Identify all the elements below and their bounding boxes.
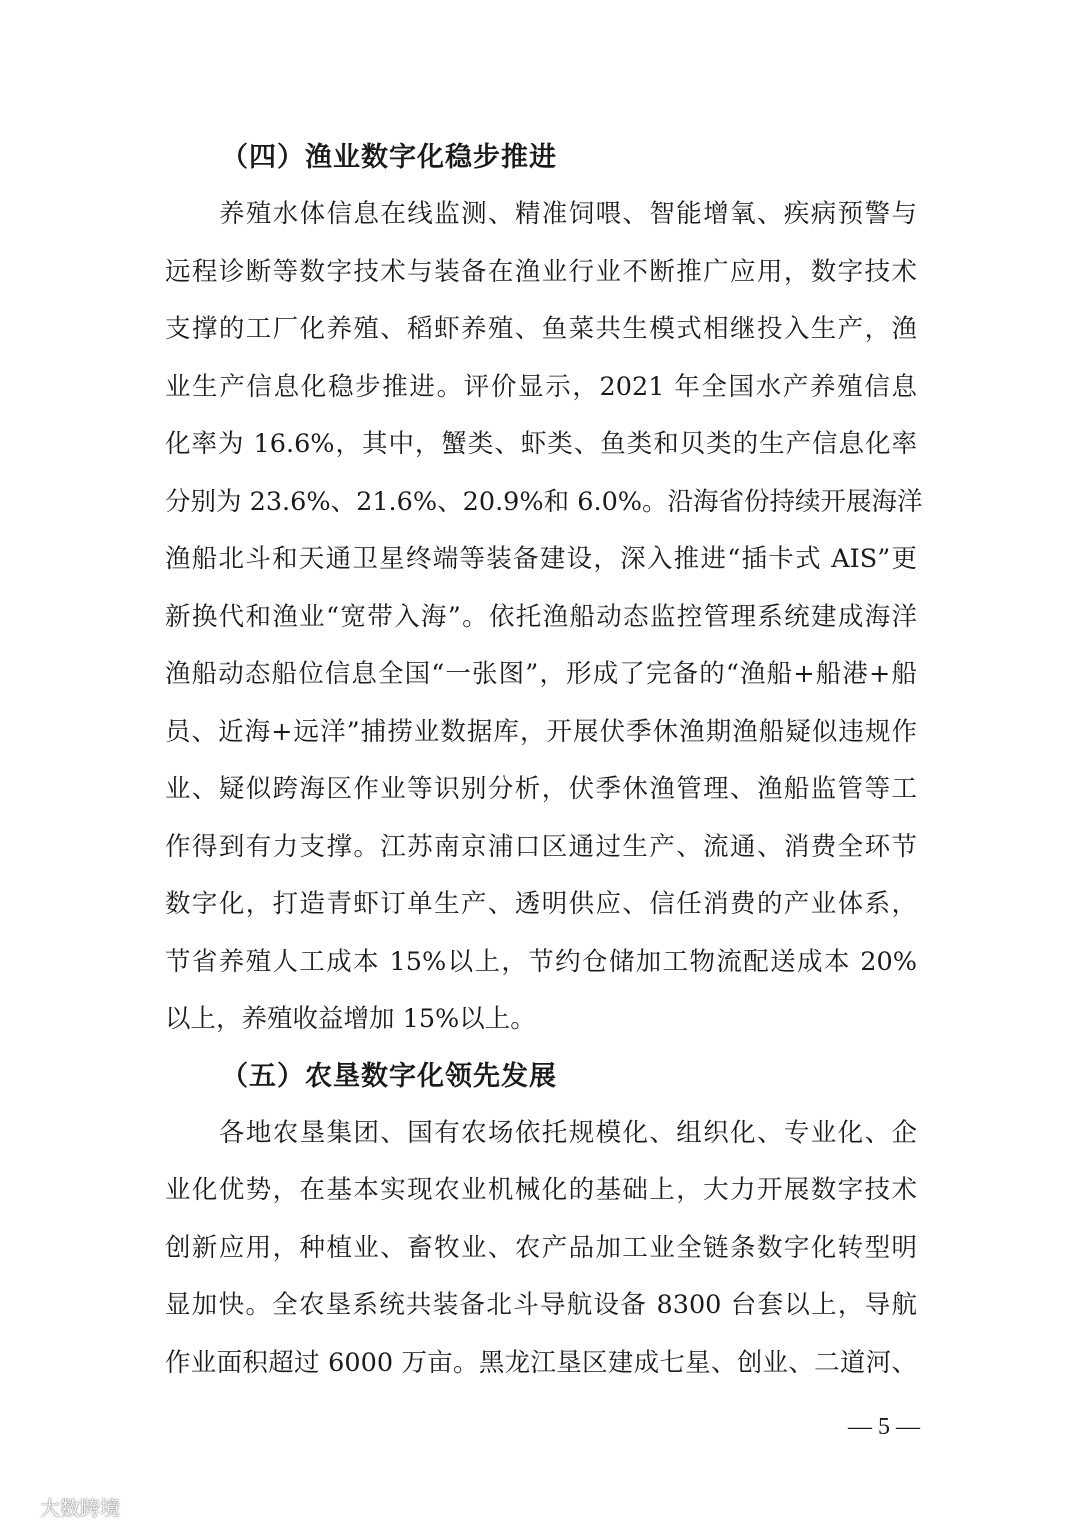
section-heading-fisheries: （四）渔业数字化稳步推进 (221, 142, 557, 173)
text-line: 作业面积超过 6000 万亩。黑龙江垦区建成七星、创业、二道河、 (165, 1347, 917, 1378)
text-line: 渔船北斗和天通卫星终端等装备建设，深入推进“插卡式 AIS”更 (165, 544, 917, 574)
text-line: 作得到有力支撑。江苏南京浦口区通过生产、流通、消费全环节 (165, 831, 917, 862)
text-line: 员、近海+远洋”捕捞业数据库，开展伏季休渔期渔船疑似违规作 (165, 716, 917, 747)
text-line: 化率为 16.6%，其中，蟹类、虾类、鱼类和贝类的生产信息化率 (165, 429, 917, 459)
text-line: 数字化，打造青虾订单生产、透明供应、信任消费的产业体系， (165, 889, 917, 919)
text-line: 创新应用，种植业、畜牧业、农产品加工业全链条数字化转型明 (165, 1232, 917, 1263)
text-line: 节省养殖人工成本 15%以上，节约仓储加工物流配送成本 20% (165, 946, 917, 977)
weibo-logo-icon (4, 1494, 34, 1518)
page-number: — 5 — (848, 1414, 920, 1440)
document-page (165, 130, 923, 1392)
text-line: 以上，养殖收益增加 15%以上。 (165, 1004, 536, 1034)
text-line: 养殖水体信息在线监测、精准饲喂、智能增氧、疾病预警与 (219, 199, 917, 229)
text-line: 显加快。全农垦系统共装备北斗导航设备 8300 台套以上，导航 (165, 1290, 917, 1320)
text-line: 业生产信息化稳步推进。评价显示，2021 年全国水产养殖信息 (165, 371, 917, 402)
paragraph-fisheries (165, 186, 923, 1049)
section-heading-state-farms: （五）农垦数字化领先发展 (221, 1060, 557, 1092)
watermark (4, 1490, 120, 1522)
text-line: 各地农垦集团、国有农场依托规模化、组织化、专业化、企 (219, 1117, 917, 1148)
text-line: 业、疑似跨海区作业等识别分析，伏季休渔管理、渔船监管等工 (165, 774, 917, 804)
watermark-text: 大数跨境 (40, 1495, 120, 1520)
text-line: 远程诊断等数字技术与装备在渔业行业不断推广应用，数字技术 (165, 256, 917, 287)
text-line: 新换代和渔业“宽带入海”。依托渔船动态监控管理系统建成海洋 (165, 601, 917, 632)
paragraph-state-farms (165, 1105, 917, 1393)
text-line: 渔船动态船位信息全国“一张图”，形成了完备的“渔船+船港+船 (165, 659, 917, 689)
text-line: 业化优势，在基本实现农业机械化的基础上，大力开展数字技术 (165, 1175, 917, 1205)
text-line: 支撑的工厂化养殖、稻虾养殖、鱼菜共生模式相继投入生产，渔 (165, 314, 917, 344)
text-line: 分别为 23.6%、21.6%、20.9%和 6.0%。沿海省份持续开展海洋 (165, 486, 923, 517)
